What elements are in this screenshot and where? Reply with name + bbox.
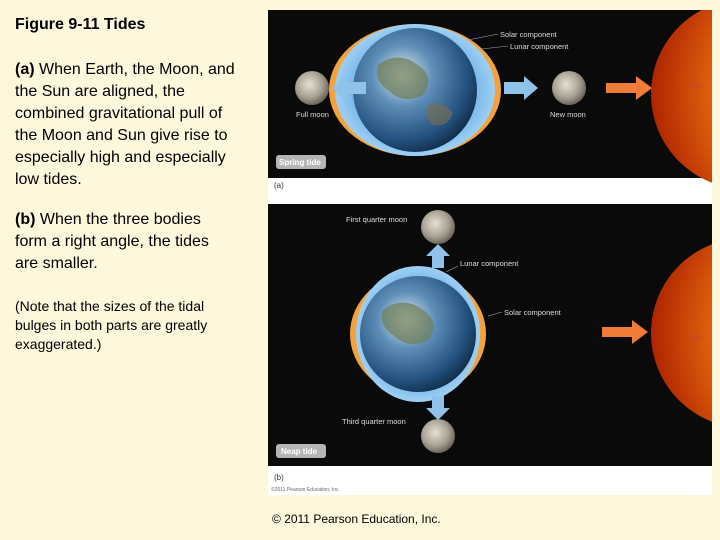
- new-moon: [552, 71, 586, 105]
- third-quarter-moon: [421, 419, 455, 453]
- first-quarter-moon: [421, 210, 455, 244]
- tides-diagram: [268, 10, 712, 495]
- third-quarter-label: Third quarter moon: [342, 417, 406, 426]
- paragraph-a-line: low tides.: [15, 171, 82, 188]
- full-moon-label: Full moon: [296, 110, 329, 119]
- neap-tide-panel: [268, 204, 712, 493]
- figure-credit: ©2011 Pearson Education, Inc.: [271, 487, 340, 493]
- paragraph-a: [15, 59, 270, 191]
- paragraph-a-line: When Earth, the Moon, and: [34, 61, 235, 78]
- tides-figure: [268, 10, 712, 495]
- paragraph-a-line: combined gravitational pull of: [15, 105, 223, 122]
- part-a-label: (a): [274, 181, 284, 190]
- solar-component-label-b: Solar component: [504, 308, 561, 317]
- paragraph-b-line: When the three bodies: [35, 211, 201, 228]
- note-line: exaggerated.): [15, 336, 102, 352]
- spring-tide-panel: [268, 10, 712, 190]
- solar-component-label-a: Solar component: [500, 30, 557, 39]
- part-b-label: (b): [274, 473, 284, 482]
- sun-label-a: Sun: [688, 81, 703, 90]
- sun-label-b: Sun: [688, 333, 703, 342]
- note-line: (Note that the sizes of the tidal: [15, 298, 205, 314]
- full-moon: [295, 71, 329, 105]
- first-quarter-label: First quarter moon: [346, 215, 408, 224]
- lunar-component-label-b: Lunar component: [460, 259, 519, 268]
- paragraph-b: [15, 209, 260, 275]
- figure-title: Figure 9-11 Tides: [15, 16, 146, 33]
- note-line: bulges in both parts are greatly: [15, 317, 208, 333]
- paragraph-a-tag: (a): [15, 61, 35, 78]
- lunar-component-label-a: Lunar component: [510, 42, 569, 51]
- paragraph-b-line: are smaller.: [15, 255, 98, 272]
- spring-tide-label: Spring tide: [279, 158, 321, 167]
- paragraph-a-line: especially high and especially: [15, 149, 226, 166]
- size-note: [15, 297, 260, 354]
- neap-tide-label: Neap tide: [281, 447, 318, 456]
- paragraph-b-tag: (b): [15, 211, 36, 228]
- new-moon-label: New moon: [550, 110, 586, 119]
- paragraph-a-line: the Moon and Sun give rise to: [15, 127, 228, 144]
- paragraph-b-line: form a right angle, the tides: [15, 233, 209, 250]
- copyright: © 2011 Pearson Education, Inc.: [272, 512, 441, 526]
- paragraph-a-line: the Sun are aligned, the: [15, 83, 185, 100]
